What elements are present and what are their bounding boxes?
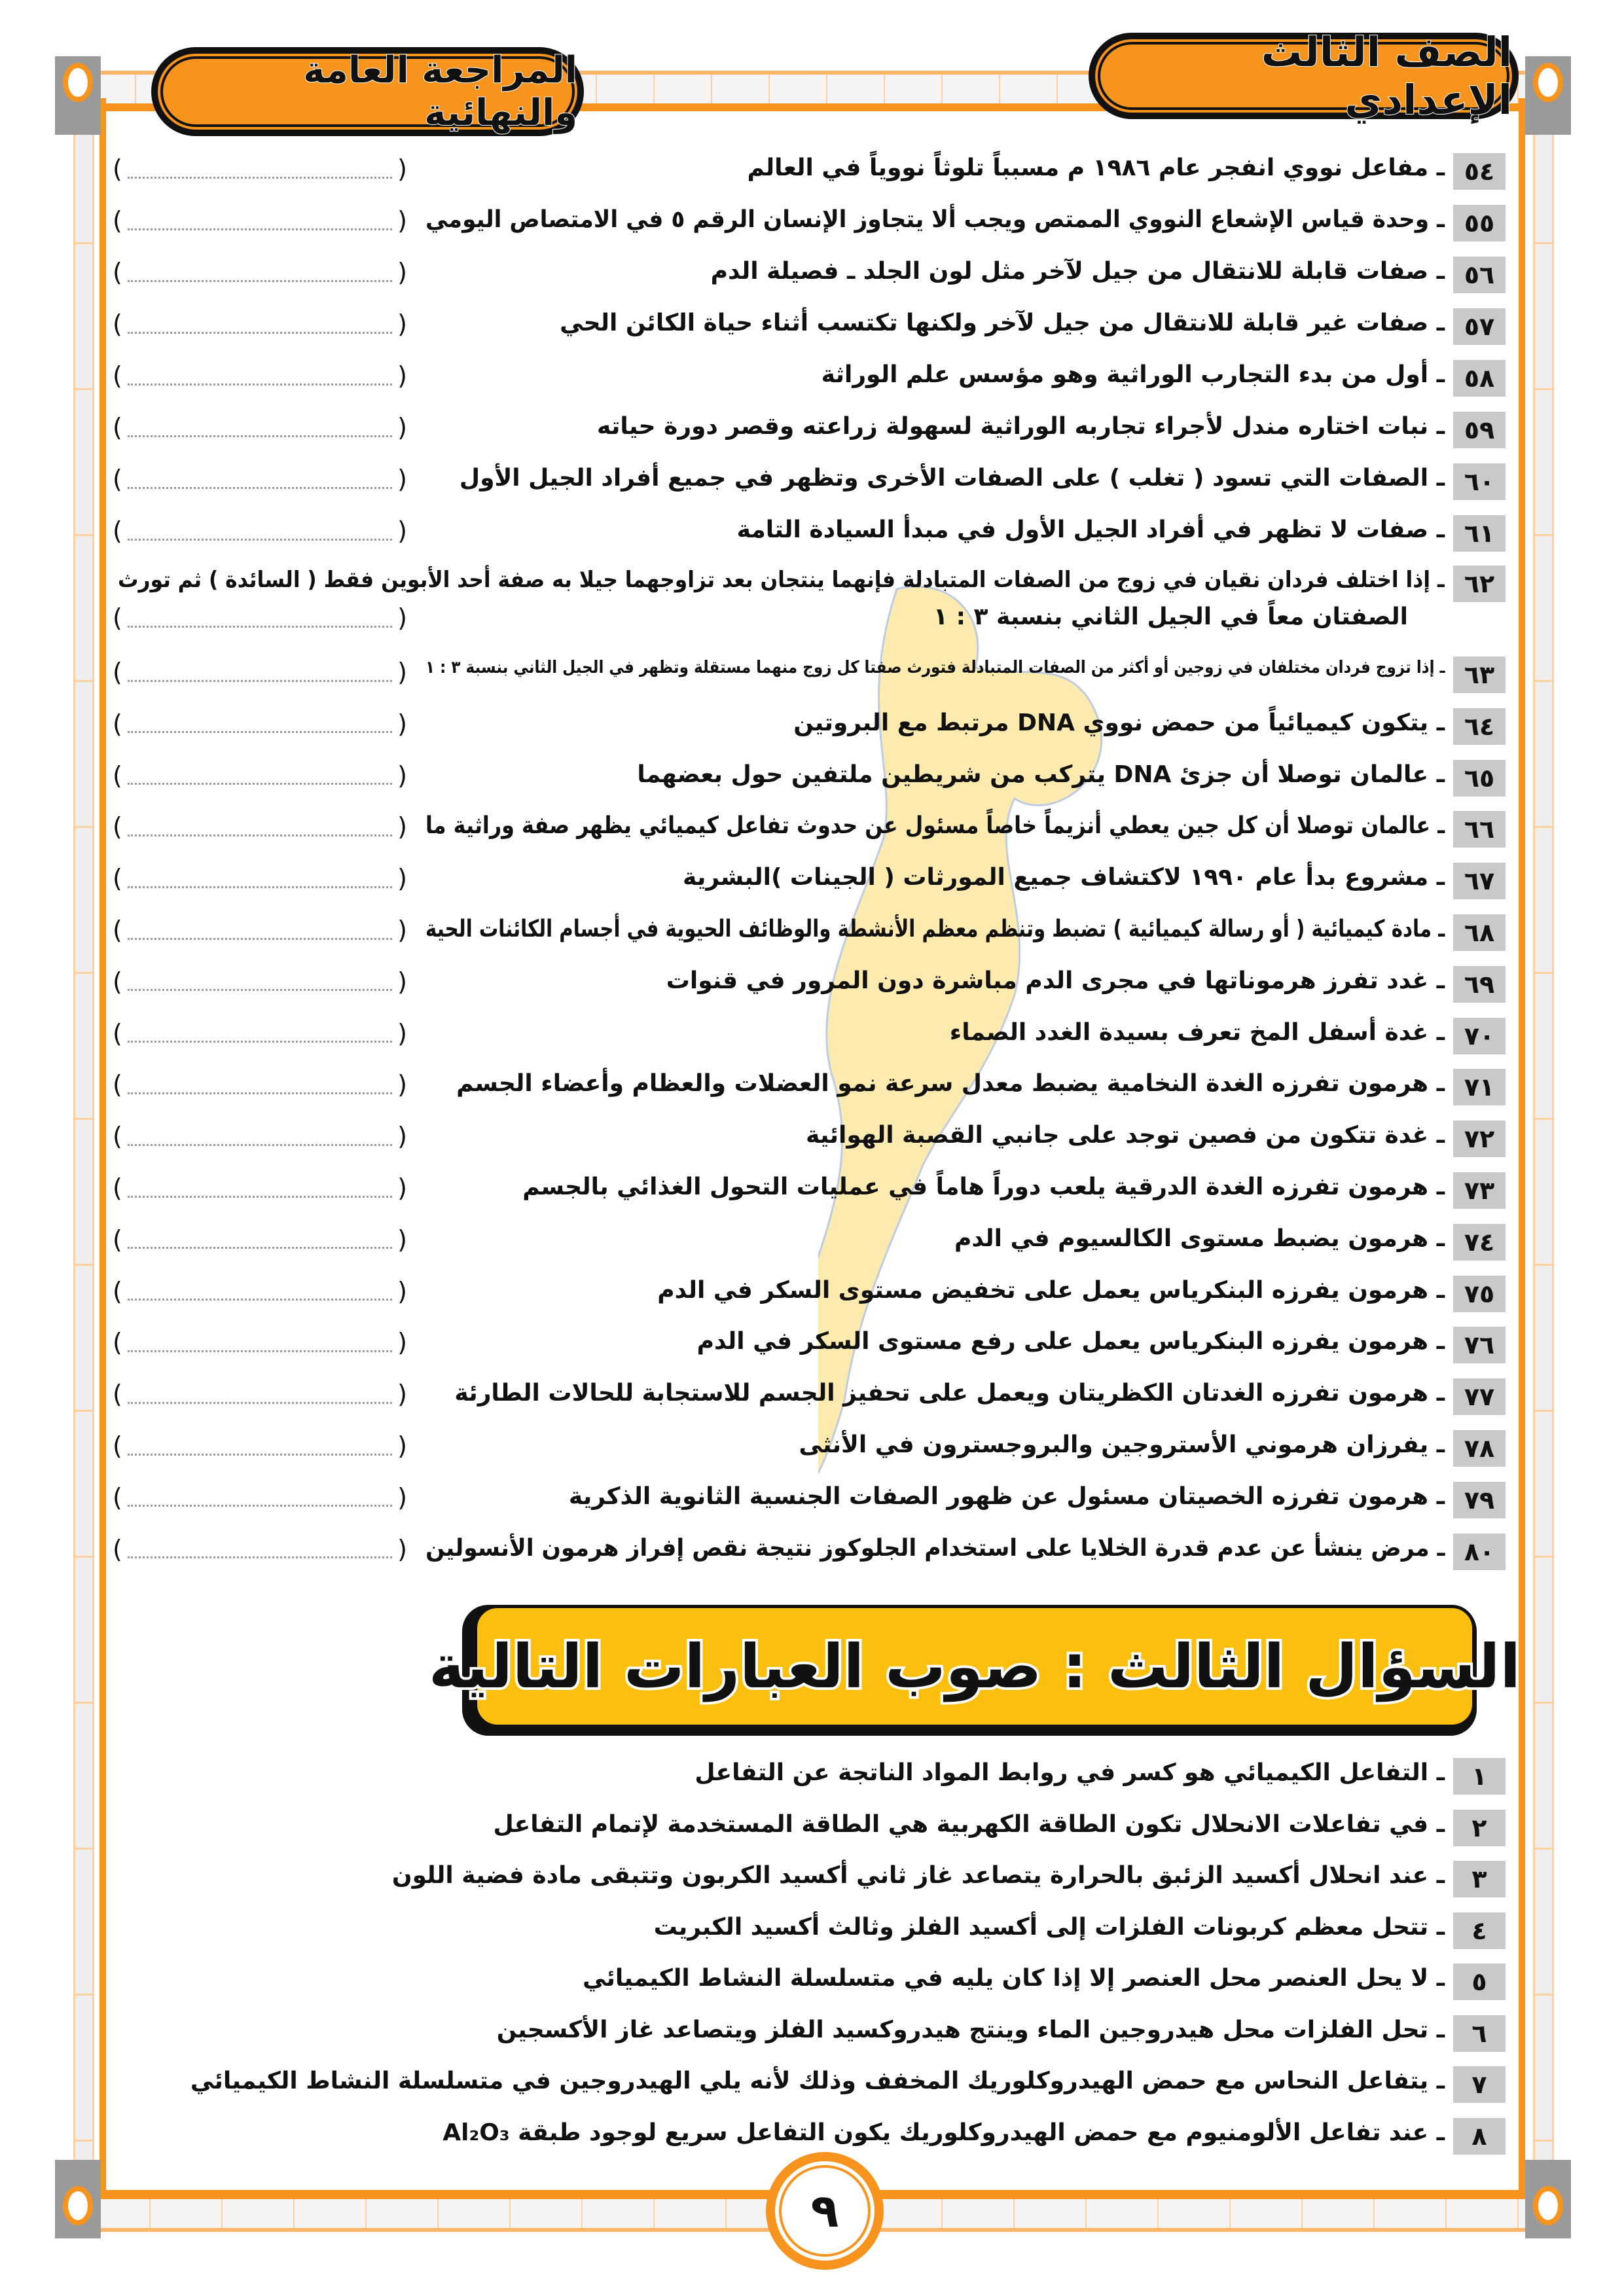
answer-blank[interactable] xyxy=(113,206,407,235)
answer-dotted-line[interactable] xyxy=(128,714,392,733)
item-separator: ـ xyxy=(1436,1810,1445,1838)
answer-dotted-line[interactable] xyxy=(128,1127,392,1146)
answer-blank[interactable] xyxy=(113,361,407,390)
item-text xyxy=(637,761,1445,788)
answer-paren-close: ) xyxy=(397,1070,407,1100)
item-text-continuation: الصفتان معاً في الجيل الثاني بنسبة ٣ : ١ xyxy=(933,603,1408,630)
item-number: ٥٧ xyxy=(1453,308,1506,345)
item-separator: ـ xyxy=(1438,916,1445,942)
list-item xyxy=(0,2014,1624,2053)
answer-paren-close: ) xyxy=(397,709,407,738)
item-separator: ـ xyxy=(1436,1431,1445,1458)
item-text-content: هرمون تفرزه الغدة الدرقية يلعب دوراً هاماً في عمليات التحول الغذائي بالجسم xyxy=(522,1174,1429,1200)
item-text xyxy=(494,1811,1445,1838)
list-item xyxy=(0,913,1624,952)
item-separator: ـ xyxy=(1436,2119,1445,2146)
corner-ring-icon xyxy=(63,63,93,102)
list-item xyxy=(0,759,1624,798)
answer-paren-close: ) xyxy=(397,1122,407,1151)
item-separator: ـ xyxy=(1436,1482,1445,1510)
answer-dotted-line[interactable] xyxy=(128,869,392,888)
item-number: ٦٩ xyxy=(1453,966,1506,1003)
item-text-content: وحدة قياس الإشعاع النووي الممتص ويجب ألا يتجاوز الإنسان الرقم ٥ في الامتصاص اليومي xyxy=(425,206,1430,233)
answer-dotted-line[interactable] xyxy=(128,1437,392,1456)
item-text-content: مفاعل نووي انفجر عام ١٩٨٦ م مسبباً تلوثاً نووياً في العالم xyxy=(747,154,1429,181)
item-number: ٥٤ xyxy=(1453,153,1506,190)
list-item xyxy=(0,1171,1624,1210)
list-item xyxy=(0,255,1624,295)
answer-paren-close: ) xyxy=(397,1174,407,1202)
item-number: ٧٧ xyxy=(1453,1378,1506,1415)
answer-blank[interactable] xyxy=(113,1122,407,1151)
item-separator: ـ xyxy=(1436,1380,1445,1407)
item-separator: ـ xyxy=(1436,1225,1445,1252)
answer-paren-open: ( xyxy=(113,864,122,893)
list-item xyxy=(0,655,1624,694)
answer-dotted-line[interactable] xyxy=(128,263,392,282)
answer-paren-open: ( xyxy=(113,154,122,183)
item-number: ٧٣ xyxy=(1453,1172,1506,1209)
item-text-content: مرض ينشأ عن عدم قدرة الخلايا على استخدام الجلوكوز نتيجة نقص إفراز هرمون الأنسولين xyxy=(425,1534,1430,1562)
list-item xyxy=(0,204,1624,243)
item-text-content: مشروع بدأ عام ١٩٩٠ لاكتشاف جميع المورثات ( الجينات )البشرية xyxy=(683,864,1429,891)
item-separator: ـ xyxy=(1437,812,1445,840)
item-number: ٦٥ xyxy=(1453,760,1506,797)
item-separator: ـ xyxy=(1436,516,1445,543)
answer-paren-close: ) xyxy=(397,1018,407,1048)
item-text xyxy=(497,2017,1445,2043)
item-number: ٧١ xyxy=(1453,1069,1506,1105)
list-item xyxy=(0,1119,1624,1158)
item-text-content: يتفاعل النحاس مع حمض الهيدروكلوريك المخفف وذلك لأنه يلي الهيدروجين في متسلسلة النشاط الكيميائي xyxy=(190,2068,1429,2094)
item-number: ٨٠ xyxy=(1453,1534,1506,1570)
item-text xyxy=(747,154,1445,181)
item-text-content: تتحل معظم كربونات الفلزات إلى أكسيد الفلز وثالث أكسيد الكبريت xyxy=(653,1913,1429,1941)
item-text xyxy=(737,516,1445,543)
item-separator: ـ xyxy=(1436,1862,1445,1889)
item-separator: ـ xyxy=(1436,761,1445,788)
item-text-content: هرمون يضبط مستوى الكالسيوم في الدم xyxy=(954,1225,1429,1252)
item-number: ٧٤ xyxy=(1453,1224,1506,1261)
item-number: ٦٨ xyxy=(1453,914,1506,951)
answer-paren-open: ( xyxy=(113,465,122,493)
answer-paren-close: ) xyxy=(397,1380,407,1409)
item-number: ٦٦ xyxy=(1453,811,1506,848)
answer-paren-close: ) xyxy=(397,761,407,790)
answer-dotted-line[interactable] xyxy=(128,663,392,682)
answer-blank[interactable] xyxy=(113,761,407,790)
answer-paren-close: ) xyxy=(397,658,407,687)
item-separator: ـ xyxy=(1436,1174,1445,1200)
answer-paren-open: ( xyxy=(113,1482,122,1512)
item-text-content: صفات غير قابلة للانتقال من جيل لآخر ولكنها تكتسب أثناء حياة الكائن الحي xyxy=(560,310,1429,336)
item-separator: ـ xyxy=(1436,1122,1445,1149)
answer-blank[interactable] xyxy=(113,812,407,841)
item-separator: ـ xyxy=(1436,1965,1445,1992)
answer-paren-open: ( xyxy=(113,1174,122,1202)
item-text-content: هرمون تفرزه الخصيتان مسئول عن ظهور الصفات الجنسية الثانوية الذكرية xyxy=(568,1482,1429,1510)
answer-paren-open: ( xyxy=(113,1276,122,1306)
item-text xyxy=(425,1535,1445,1562)
answer-paren-open: ( xyxy=(113,709,122,738)
answer-blank[interactable] xyxy=(113,258,407,287)
list-item xyxy=(0,307,1624,346)
item-separator: ـ xyxy=(1436,1328,1445,1355)
answer-dotted-line[interactable] xyxy=(128,418,392,437)
review-title: المراجعة العامة والنهائية xyxy=(303,49,577,134)
item-text-content: مادة كيميائية ( أو رسالة كيميائية ) تضبط وتنظم معظم الأنشطة والوظائف الحيوية في أجسام الكائنات الحية xyxy=(425,916,1432,942)
list-item xyxy=(0,1859,1624,1899)
answer-paren-open: ( xyxy=(113,658,122,687)
item-separator: ـ xyxy=(1436,154,1445,181)
item-text xyxy=(657,1277,1445,1304)
item-number: ٥٦ xyxy=(1453,257,1506,293)
answer-dotted-line[interactable] xyxy=(128,160,392,179)
item-text-content: هرمون يفرزه البنكرياس يعمل على تخفيض مستوى السكر في الدم xyxy=(657,1276,1429,1304)
item-text xyxy=(454,1380,1445,1407)
list-item xyxy=(0,810,1624,849)
item-separator: ـ xyxy=(1436,2016,1445,2043)
item-text xyxy=(799,1431,1445,1458)
answer-blank[interactable] xyxy=(113,709,407,738)
answer-paren-close: ) xyxy=(397,361,407,390)
item-text-content: هرمون تفرزه الغدتان الكظريتان ويعمل على تحفيز الجسم للاستجابة للحالات الطارئة xyxy=(454,1380,1429,1407)
answer-blank[interactable] xyxy=(113,1328,407,1357)
item-text xyxy=(425,658,1445,677)
item-text xyxy=(460,465,1445,492)
answer-paren-open: ( xyxy=(113,1225,122,1254)
answer-paren-open: ( xyxy=(113,1018,122,1048)
answer-paren-close: ) xyxy=(397,1328,407,1357)
item-text xyxy=(806,1122,1445,1149)
answer-paren-open: ( xyxy=(113,812,122,842)
item-text-content: يتكون كيميائياً من حمض نووي DNA مرتبط مع البروتين xyxy=(793,709,1429,736)
list-item xyxy=(0,564,1624,603)
answer-paren-open: ( xyxy=(113,361,122,390)
item-text xyxy=(695,1759,1445,1786)
list-item xyxy=(0,410,1624,450)
item-number: ١ xyxy=(1453,1758,1506,1795)
answer-dotted-line[interactable] xyxy=(128,609,392,628)
answer-dotted-line[interactable] xyxy=(128,367,392,386)
item-text xyxy=(597,413,1445,440)
item-number: ٧٦ xyxy=(1453,1327,1506,1363)
item-text xyxy=(190,2068,1445,2094)
answer-blank[interactable] xyxy=(113,1380,407,1408)
list-item xyxy=(0,1757,1624,1796)
answer-blank[interactable] xyxy=(113,1535,407,1564)
item-number: ٧٥ xyxy=(1453,1276,1506,1312)
item-number: ٢ xyxy=(1453,1810,1506,1846)
answer-blank[interactable] xyxy=(113,413,407,442)
item-text xyxy=(821,361,1445,388)
item-text xyxy=(442,2119,1445,2146)
list-item xyxy=(0,514,1624,553)
item-number: ٥٩ xyxy=(1453,412,1506,448)
list-item xyxy=(0,1480,1624,1520)
item-text-content: عالمان توصلا أن جزئ DNA يتركب من شريطين ملتفين حول بعضهما xyxy=(637,761,1429,788)
item-text xyxy=(654,1914,1445,1941)
list-item xyxy=(0,861,1624,901)
answer-blank[interactable] xyxy=(113,465,407,493)
answer-blank[interactable] xyxy=(113,603,407,632)
list-item xyxy=(0,707,1624,746)
item-separator: ـ xyxy=(1436,864,1445,891)
item-number: ٧٠ xyxy=(1453,1018,1506,1054)
item-separator: ـ xyxy=(1439,658,1445,677)
item-number: ٦ xyxy=(1453,2015,1506,2052)
answer-blank[interactable] xyxy=(113,916,407,944)
section3-title: السؤال الثالث : صوب العبارات التالية xyxy=(429,1631,1521,1702)
item-text-content: إذا اختلف فردان نقيان في زوج من الصفات المتبادلة فإنهما ينتجان بعد تزاوجهما جيلا به صفة أحد الأبوين فقط ( السائدة ) ثم تورث xyxy=(118,567,1431,593)
item-number: ٦٢ xyxy=(1453,565,1506,602)
list-item xyxy=(0,1274,1624,1314)
list-item xyxy=(0,1067,1624,1107)
answer-paren-close: ) xyxy=(397,206,407,235)
item-text xyxy=(569,1483,1445,1510)
answer-blank[interactable] xyxy=(113,1070,407,1099)
item-separator: ـ xyxy=(1436,967,1445,994)
item-text xyxy=(392,1862,1445,1889)
list-item-continuation xyxy=(0,601,1624,640)
item-separator: ـ xyxy=(1436,1070,1445,1098)
item-text-content: تحل الفلزات محل هيدروجين الماء وينتج هيدروكسيد الفلز ويتصاعد غاز الأكسجين xyxy=(496,2016,1429,2043)
answer-blank[interactable] xyxy=(113,516,407,545)
list-item xyxy=(0,965,1624,1004)
answer-paren-open: ( xyxy=(113,1122,122,1151)
answer-paren-open: ( xyxy=(113,603,122,632)
item-separator: ـ xyxy=(1436,1913,1445,1941)
item-separator: ـ xyxy=(1436,709,1445,736)
item-number: ٦٠ xyxy=(1453,463,1506,500)
list-item xyxy=(0,1429,1624,1468)
item-separator: ـ xyxy=(1437,1534,1445,1562)
item-text-content: عند تفاعل الألومنيوم مع حمض الهيدروكلوريك يكون التفاعل سريع لوجود طبقة Al₂O₃ xyxy=(442,2119,1429,2146)
answer-paren-close: ) xyxy=(397,916,407,944)
answer-paren-close: ) xyxy=(397,413,407,442)
item-text xyxy=(425,206,1445,233)
item-number: ٧ xyxy=(1453,2066,1506,2103)
item-text xyxy=(793,709,1445,736)
item-text-content: صفات لا تظهر في أفراد الجيل الأول في مبدأ السيادة التامة xyxy=(736,516,1429,543)
answer-dotted-line[interactable] xyxy=(128,766,392,785)
item-separator: ـ xyxy=(1436,465,1445,492)
item-text xyxy=(666,967,1445,994)
item-separator: ـ xyxy=(1436,310,1445,336)
item-number: ٦١ xyxy=(1453,515,1506,552)
answer-dotted-line[interactable] xyxy=(128,1075,392,1094)
answer-blank[interactable] xyxy=(113,1225,407,1254)
answer-paren-close: ) xyxy=(397,864,407,893)
answer-dotted-line[interactable] xyxy=(128,1230,392,1249)
answer-paren-open: ( xyxy=(113,206,122,235)
item-text xyxy=(711,258,1445,285)
answer-paren-close: ) xyxy=(397,1225,407,1254)
item-text xyxy=(560,310,1445,336)
item-text-content: غدة تتكون من فصين توجد على جانبي القصبة الهوائية xyxy=(805,1122,1429,1149)
answer-paren-open: ( xyxy=(113,967,122,996)
item-text-content: التفاعل الكيميائي هو كسر في روابط المواد الناتجة عن التفاعل xyxy=(695,1759,1429,1786)
answer-paren-close: ) xyxy=(397,465,407,493)
answer-paren-close: ) xyxy=(397,154,407,183)
answer-paren-open: ( xyxy=(113,413,122,442)
answer-paren-open: ( xyxy=(113,761,122,790)
item-separator: ـ xyxy=(1436,1018,1445,1046)
answer-dotted-line[interactable] xyxy=(128,972,392,991)
answer-paren-open: ( xyxy=(113,1070,122,1100)
item-text-content: لا يحل العنصر محل العنصر إلا إذا كان يليه في متسلسلة النشاط الكيميائي xyxy=(582,1965,1429,1992)
item-separator: ـ xyxy=(1436,258,1445,285)
item-number: ٧٢ xyxy=(1453,1121,1506,1157)
answer-paren-close: ) xyxy=(397,310,407,338)
item-separator: ـ xyxy=(1436,413,1445,440)
item-text-content: عالمان توصلا أن كل جين يعطي أنزيماً خاصاً مسئول عن حدوث تفاعل كيميائي يظهر صفة وراثية ما xyxy=(425,812,1431,840)
list-item xyxy=(0,359,1624,398)
list-item xyxy=(0,152,1624,191)
answer-dotted-line[interactable] xyxy=(128,1179,392,1198)
item-text-content: غدد تفرز هرموناتها في مجرى الدم مباشرة دون المرور في قنوات xyxy=(666,967,1429,994)
item-text-content: هرمون يفرزه البنكرياس يعمل على رفع مستوى السكر في الدم xyxy=(696,1328,1429,1355)
answer-paren-close: ) xyxy=(397,1482,407,1512)
item-number: ٦٣ xyxy=(1453,656,1506,693)
answer-blank[interactable] xyxy=(113,1019,407,1048)
item-text xyxy=(954,1225,1445,1252)
item-text xyxy=(425,812,1445,839)
item-text-content: نبات اختاره مندل لأجراء تجاربه الوراثية لسهولة زراعته وقصر دورة حياته xyxy=(597,413,1429,440)
answer-blank[interactable] xyxy=(113,1277,407,1306)
answer-dotted-line[interactable] xyxy=(128,817,392,836)
section3-header xyxy=(429,1605,1521,1728)
answer-dotted-line[interactable] xyxy=(128,1488,392,1507)
item-number: ٦٧ xyxy=(1453,863,1506,899)
item-number: ٥٥ xyxy=(1453,205,1506,242)
item-text xyxy=(456,1070,1445,1097)
answer-paren-open: ( xyxy=(113,516,122,545)
list-item xyxy=(0,1377,1624,1416)
answer-dotted-line[interactable] xyxy=(128,1539,392,1558)
list-item xyxy=(0,1532,1624,1571)
item-text-content: هرمون تفرزه الغدة النخامية يضبط معدل سرعة نمو العضلات والعظام وأعضاء الجسم xyxy=(456,1070,1429,1098)
item-number: ٧٨ xyxy=(1453,1430,1506,1467)
answer-blank[interactable] xyxy=(113,1431,407,1460)
item-text xyxy=(950,1019,1445,1046)
list-item xyxy=(0,1911,1624,1950)
item-text-content: يفرزان هرموني الأستروجين والبروجسترون في الأنثى xyxy=(799,1431,1429,1458)
answer-dotted-line[interactable] xyxy=(128,1282,392,1300)
answer-dotted-line[interactable] xyxy=(128,921,392,940)
answer-blank[interactable] xyxy=(113,1174,407,1202)
answer-paren-open: ( xyxy=(113,1380,122,1409)
grade-title: الصف الثالث الإعدادي xyxy=(1261,28,1512,124)
list-item xyxy=(0,1223,1624,1262)
answer-paren-open: ( xyxy=(113,310,122,338)
answer-dotted-line[interactable] xyxy=(128,1385,392,1404)
item-number: ٧٩ xyxy=(1453,1482,1506,1518)
item-text xyxy=(697,1328,1445,1355)
answer-paren-open: ( xyxy=(113,1328,122,1357)
item-text-content: صفات قابلة للانتقال من جيل لآخر مثل لون الجلد ـ فصيلة الدم xyxy=(710,258,1429,285)
page-number: ٩ xyxy=(810,2184,839,2238)
list-item xyxy=(0,2117,1624,2156)
item-separator: ـ xyxy=(1437,567,1445,593)
corner-ring-icon xyxy=(63,2186,93,2225)
answer-paren-close: ) xyxy=(397,1534,407,1564)
item-separator: ـ xyxy=(1436,1276,1445,1304)
answer-paren-close: ) xyxy=(397,967,407,996)
answer-blank[interactable] xyxy=(113,658,407,687)
answer-dotted-line[interactable] xyxy=(128,315,392,334)
item-number: ٦٤ xyxy=(1453,708,1506,745)
item-separator: ـ xyxy=(1437,206,1445,233)
item-text xyxy=(425,916,1445,942)
item-separator: ـ xyxy=(1436,361,1445,388)
grade-title-badge xyxy=(1089,28,1519,124)
item-separator: ـ xyxy=(1436,2068,1445,2094)
answer-paren-close: ) xyxy=(397,812,407,842)
answer-paren-open: ( xyxy=(113,1534,122,1564)
page-number-badge xyxy=(766,2152,884,2270)
item-text xyxy=(522,1174,1445,1200)
answer-dotted-line[interactable] xyxy=(128,211,392,230)
item-text xyxy=(118,567,1445,593)
corner-ring-icon xyxy=(1533,2186,1563,2225)
item-text xyxy=(583,1965,1445,1992)
list-item xyxy=(0,462,1624,501)
answer-dotted-line[interactable] xyxy=(128,1333,392,1352)
list-item xyxy=(0,1016,1624,1056)
list-item xyxy=(0,1962,1624,2001)
answer-dotted-line[interactable] xyxy=(128,522,392,541)
answer-paren-open: ( xyxy=(113,258,122,287)
review-title-badge xyxy=(151,47,584,136)
list-item xyxy=(0,1325,1624,1365)
corner-ring-icon xyxy=(1533,63,1563,102)
answer-paren-close: ) xyxy=(397,516,407,545)
item-number: ٥ xyxy=(1453,1964,1506,2000)
item-text-content: الصفات التي تسود ( تغلب ) على الصفات الأخرى وتظهر في جميع أفراد الجيل الأول xyxy=(459,465,1429,492)
answer-blank[interactable] xyxy=(113,310,407,338)
list-item xyxy=(0,1808,1624,1848)
answer-blank[interactable] xyxy=(113,1483,407,1512)
answer-paren-open: ( xyxy=(113,1431,122,1460)
answer-blank[interactable] xyxy=(113,154,407,183)
answer-paren-open: ( xyxy=(113,916,122,944)
item-number: ٤ xyxy=(1453,1912,1506,1949)
answer-paren-close: ) xyxy=(397,603,407,632)
answer-blank[interactable] xyxy=(113,864,407,893)
answer-paren-close: ) xyxy=(397,1276,407,1306)
item-text-content: غدة أسفل المخ تعرف بسيدة الغدد الصماء xyxy=(949,1018,1429,1046)
item-text-content: في تفاعلات الانحلال تكون الطاقة الكهربية هي الطاقة المستخدمة لإتمام التفاعل xyxy=(493,1810,1429,1838)
answer-dotted-line[interactable] xyxy=(128,1024,392,1043)
item-number: ٥٨ xyxy=(1453,360,1506,397)
item-separator: ـ xyxy=(1436,1759,1445,1786)
item-number: ٣ xyxy=(1453,1861,1506,1897)
answer-blank[interactable] xyxy=(113,967,407,996)
item-text xyxy=(683,864,1445,891)
answer-paren-close: ) xyxy=(397,1431,407,1460)
item-text-content: أول من بدء التجارب الوراثية وهو مؤسس علم الوراثة xyxy=(821,361,1429,388)
list-item xyxy=(0,2065,1624,2104)
item-text-content: إذا تزوج فردان مختلفان في زوجين أو أكثر من الصفات المتبادلة فتورث صفتا كل زوج منهما مستقلة وتظهر في الجيل الثاني بنسبة ٣ : ١ xyxy=(425,658,1435,677)
answer-dotted-line[interactable] xyxy=(128,470,392,489)
item-number: ٨ xyxy=(1453,2118,1506,2155)
answer-paren-close: ) xyxy=(397,258,407,287)
item-text-content: عند انحلال أكسيد الزئبق بالحرارة يتصاعد غاز ثاني أكسيد الكربون وتتبقى مادة فضية اللون xyxy=(391,1862,1429,1889)
